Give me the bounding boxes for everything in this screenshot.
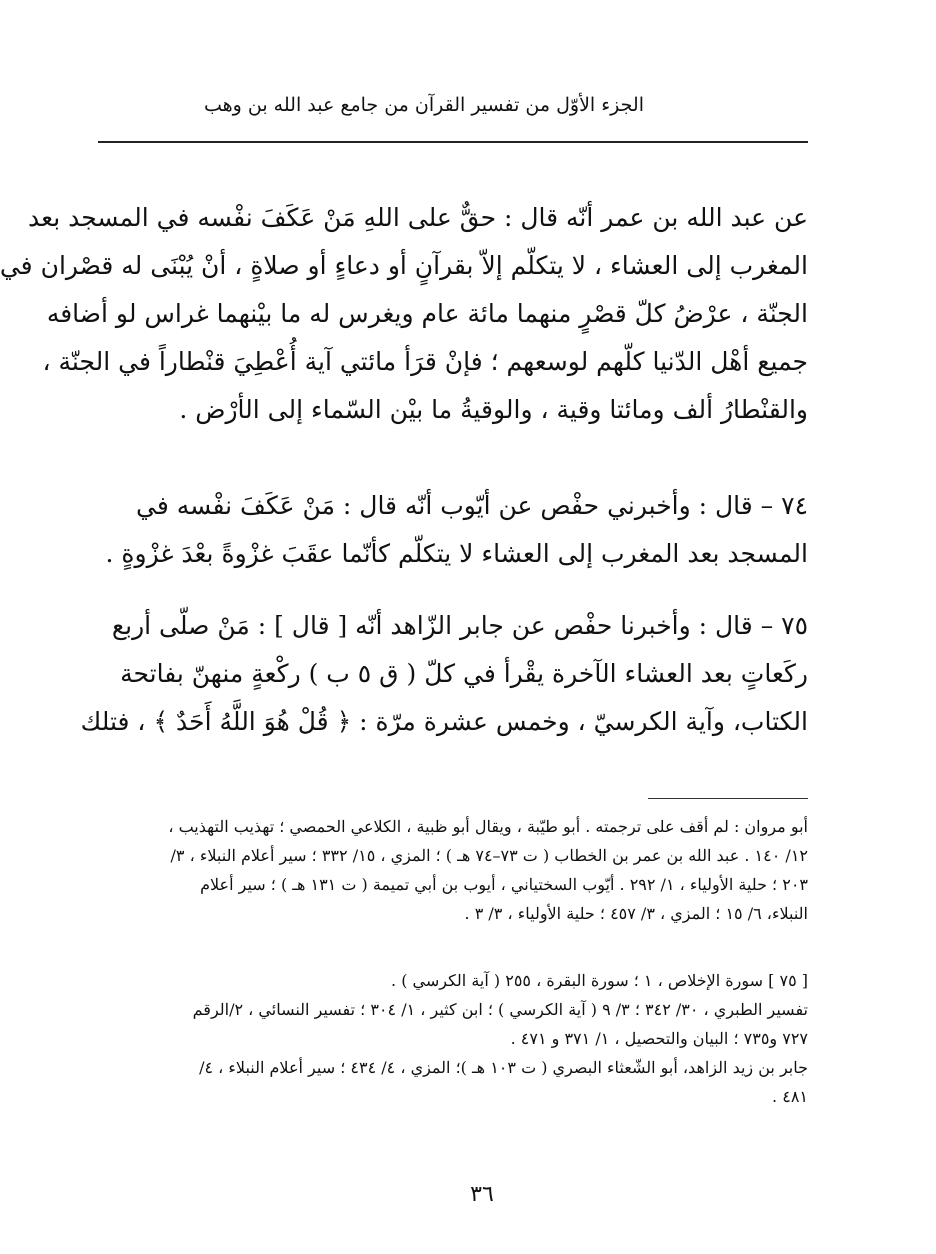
running-header: الجزء الأوّل من تفسير القرآن من جامع عبد الله بن وهب — [204, 94, 644, 116]
footnote-line: جابر بن زيد الزاهد، أبو الشّعثاء البصري ( ت ١٠٣ هـ )؛ المزي ، ٤/ ٤٣٤ ؛ سير أعلام النبلاء ، ٤/ — [199, 1058, 808, 1077]
text-line: المسجد بعد المغرب إلى العشاء لا يتكلّم كأنّما عقَبَ غزْوةً بعْدَ غزْوةٍ . — [105, 539, 808, 568]
text-line: ٧٥ – قال : وأخبرنا حفْص عن جابر الزّاهد أنّه [ قال ] : مَنْ صلّى أربع — [111, 611, 808, 640]
footnote-line: ١٢/ ١٤٠ . عبد الله بن عمر بن الخطاب ( ت ٧٣–٧٤ هـ ) ؛ المزي ، ١٥/ ٣٣٢ ؛ سير أعلام النبلاء ، ٣/ — [170, 846, 808, 865]
paragraph-75 — [80, 602, 808, 746]
footnote-line: تفسير الطبري ، ٣٠/ ٣٤٢ ؛ ٣/ ٩ ( آية الكرسي ) ؛ ابن كثير ، ١/ ٣٠٤ ؛ تفسير النسائي ، ٢/الرقم — [192, 1000, 808, 1019]
footnote-line: ٢٠٣ ؛ حلية الأولياء ، ١/ ٢٩٢ . أيّوب السختياني ، أيوب بن أبي تميمة ( ت ١٣١ هـ ) ؛ سير أعلام — [200, 875, 808, 894]
text-line: الكتاب، وآية الكرسيّ ، وخمس عشرة مرّة : ﴿ قُلْ هُوَ اللَّهُ أَحَدٌ ﴾ ، فتلك — [80, 707, 808, 736]
text-line: والقنْطارُ ألف ومائتا وقية ، والوقيةُ ما بيْن السّماء إلى الأرْض . — [179, 395, 808, 424]
paragraph-ibn-umar — [0, 194, 808, 434]
paragraph-74 — [96, 482, 808, 578]
header-rule — [98, 141, 808, 143]
footnote-rule — [648, 798, 808, 799]
text-line: المغرب إلى العشاء ، لا يتكلّم إلاّ بقرآنٍ أو دعاءٍ أو صلاةٍ ، أنْ يُبْنَى له قصْران في — [0, 251, 808, 280]
footnote-line: ٤٨١ . — [772, 1087, 808, 1106]
page-number: ٣٦ — [470, 1182, 494, 1207]
text-line: جميع أهْل الدّنيا كلّهم لوسعهم ؛ فإنْ قرَأ مائتي آية أُعْطِيَ قنْطاراً في الجنّة ، — [42, 347, 808, 376]
text-line: عن عبد الله بن عمر أنّه قال : حقٌّ على اللهِ مَنْ عَكَفَ نفْسه في المسجد بعد — [28, 203, 808, 232]
footnotes-block-1 — [96, 812, 808, 928]
footnote-line: النبلاء، ٦/ ١٥ ؛ المزي ، ٣/ ٤٥٧ ؛ حلية الأولياء ، ٣/ ٣ . — [464, 904, 808, 923]
text-line: ركَعاتٍ بعد العشاء الآخرة يقْرأ في كلّ ( ق ٥ ب ) ركْعةٍ منهنّ بفاتحة — [120, 659, 808, 688]
footnotes-block-2 — [96, 966, 808, 1111]
footnote-line: [ ٧٥ ] سورة الإخلاص ، ١ ؛ سورة البقرة ، ٢٥٥ ( آية الكرسي ) . — [391, 971, 808, 990]
text-line: ٧٤ – قال : وأخبرني حفْص عن أيّوب أنّه قال : مَنْ عَكَفَ نفْسه في — [136, 491, 808, 520]
footnote-line: ٧٢٧ و٧٣٥ ؛ البيان والتحصيل ، ١/ ٣٧١ و ٤٧١ . — [510, 1029, 808, 1048]
footnote-line: أبو مروان : لم أقف على ترجمته . أبو طيّبة ، ويقال أبو ظبية ، الكلاعي الحمصي ؛ تهذيب التهذيب ، — [168, 817, 808, 836]
text-line: الجنّة ، عرْضُ كلّ قصْرٍ منهما مائة عام ويغرس له ما بيْنهما غراس لو أضافه — [46, 299, 808, 328]
